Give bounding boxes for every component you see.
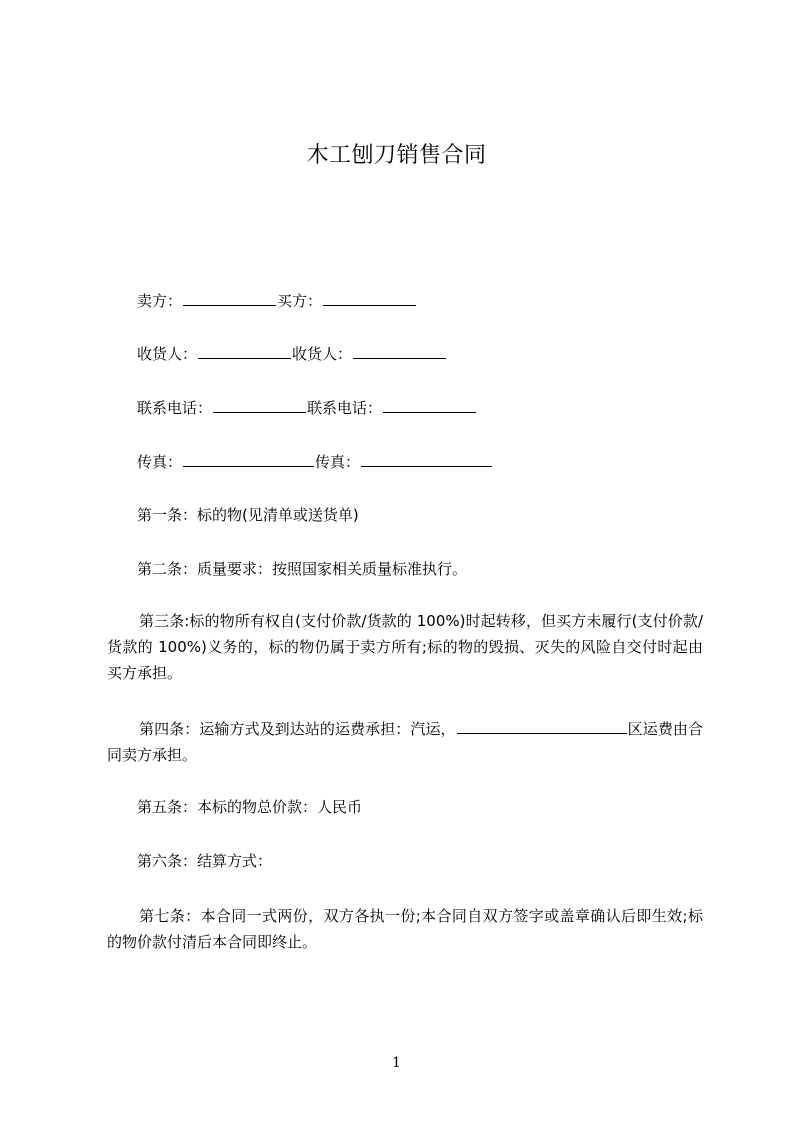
transport-blank[interactable]: [457, 719, 627, 734]
clause-4: [107, 716, 703, 768]
buyer-label: 买方：: [277, 292, 323, 310]
phone-blank-1[interactable]: [213, 398, 306, 413]
phone-label-1: 联系电话：: [137, 399, 213, 417]
clause-3: [107, 608, 703, 686]
receiver-line: [137, 344, 447, 364]
phone-label-2: 联系电话：: [307, 399, 383, 417]
page-number: 1: [392, 1055, 401, 1071]
clause-6: 第六条：结算方式：: [137, 852, 273, 870]
clause-2: 第二条：质量要求：按照国家相关质量标准执行。: [137, 560, 468, 578]
fax-blank-2[interactable]: [361, 452, 492, 467]
fax-label-2: 传真：: [315, 453, 361, 471]
fax-blank-1[interactable]: [183, 452, 314, 467]
clause-3-text: 第三条:标的物所有权自(支付价款/货款的 100%)时起转移，但买方未履行(支付价款/货款的 100%)义务的，标的物仍属于卖方所有;标的物的毁损、灭失的风险自交付时起由买方承担。: [107, 612, 703, 682]
clause-4-after: 区运费由合同卖方承担。: [107, 720, 703, 764]
document-title: 木工刨刀销售合同: [306, 143, 487, 168]
receiver-blank-1[interactable]: [198, 344, 291, 359]
seller-blank[interactable]: [183, 291, 276, 306]
seller-buyer-line: [137, 291, 417, 311]
fax-line: [137, 452, 493, 472]
clause-7: [107, 903, 703, 955]
receiver-label-1: 收货人：: [137, 345, 198, 363]
clause-4-text: [107, 716, 703, 768]
seller-label: 卖方：: [137, 292, 183, 310]
clause-5: 第五条：本标的物总价款：人民币: [137, 798, 363, 816]
phone-blank-2[interactable]: [383, 398, 476, 413]
receiver-blank-2[interactable]: [353, 344, 446, 359]
buyer-blank[interactable]: [323, 291, 416, 306]
clause-7-text: 第七条：本合同一式两份，双方各执一份;本合同自双方签字或盖章确认后即生效;标的物价款付清后本合同即终止。: [107, 907, 703, 951]
clause-4-before: 第四条：运输方式及到达站的运费承担：汽运，: [139, 720, 456, 738]
phone-line: [137, 398, 477, 418]
clause-1: 第一条：标的物(见清单或送货单): [137, 506, 359, 524]
receiver-label-2: 收货人：: [292, 345, 353, 363]
fax-label-1: 传真：: [137, 453, 183, 471]
